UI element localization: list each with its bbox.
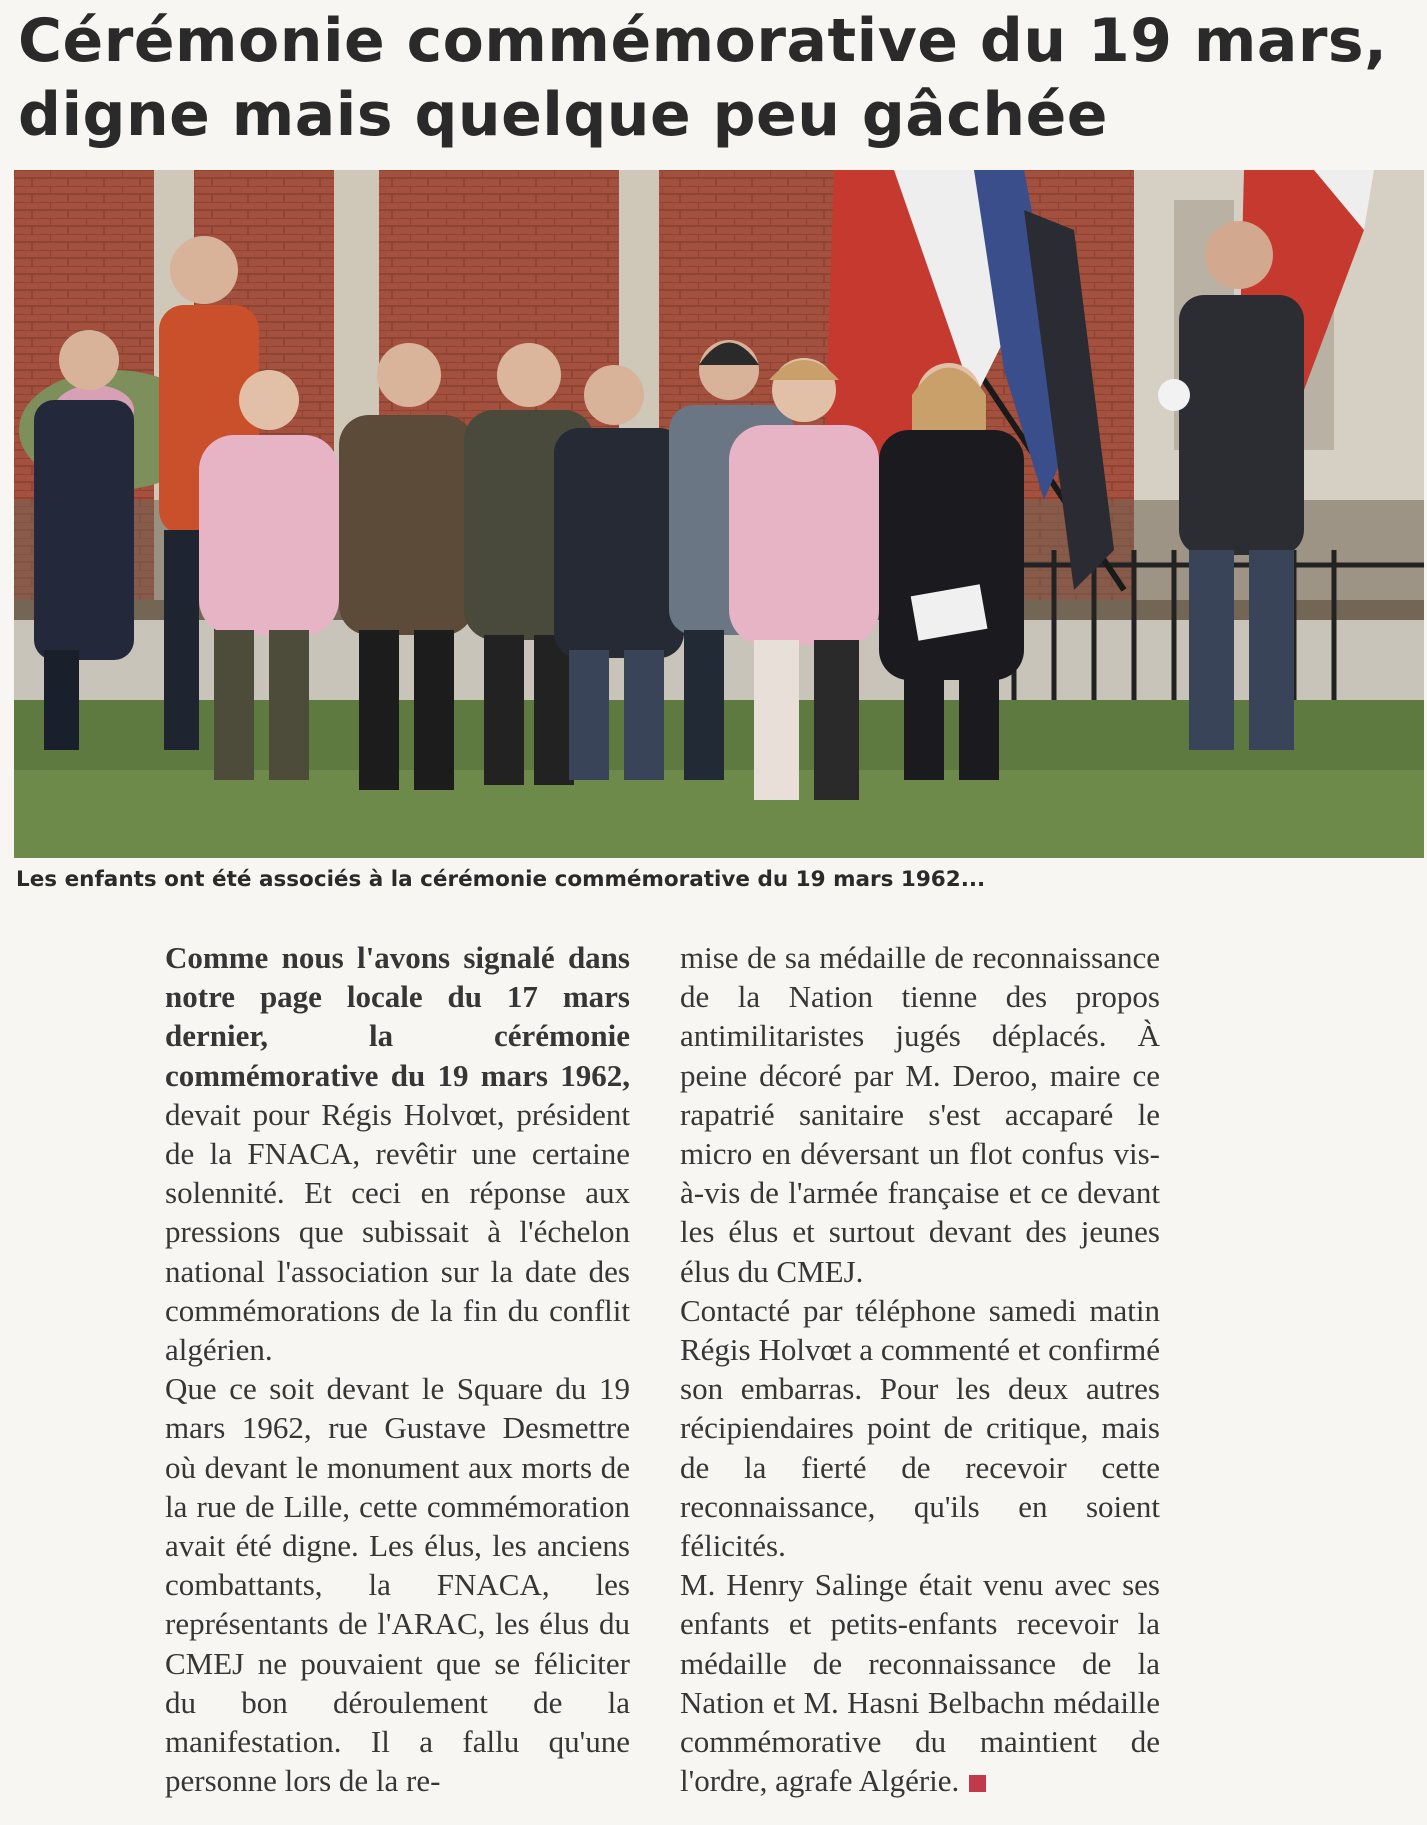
article-column-left [165, 938, 630, 1800]
article-text: M. Henry Salinge était venu avec ses enfants et petits-enfants recevoir la médaille de reconnaissance de la Nation et M. Hasni Belbachn médaille commémorative du maintient de l'ordre, agrafe Algérie. [680, 1567, 1160, 1799]
article-paragraph: Contacté par téléphone samedi matin Régis Holvœt a commenté et confirmé son embarras. Pour les deux autres récipiendaires point de critique, mais de la fierté de recevoir cette reconnaissance, qu'ils en soient félicités. [680, 1292, 1160, 1564]
headline-line-1: Cérémonie commémorative du 19 mars, [18, 6, 1388, 76]
article-text: devait pour Régis Holvœt, président de la FNACA, revêtir une certaine solennité. Et ceci en réponse aux pressions que subissait à l'échelon national l'association sur la date des commémorations de la fin du conflit algérien. [165, 1096, 630, 1368]
headline [18, 4, 1413, 152]
article-paragraph: mise de sa médaille de reconnaissance de la Nation tienne des propos antimilitaristes jugés déplacés. À peine décoré par M. Deroo, maire ce rapatrié sanitaire s'est accaparé le micro en déversant un flot confus vis-à-vis de l'armée française et ce devant les élus et surtout devant des jeunes élus du CMEJ. [680, 940, 1160, 1289]
article-column-right [680, 938, 1160, 1800]
end-of-article-square-icon [969, 1775, 986, 1792]
article-paragraph: Que ce soit devant le Square du 19 mars 1962, rue Gustave Desmettre où devant le monument aux morts de la rue de Lille, cette commémoration avait été digne. Les élus, les anciens combattants, la FNACA, les représentants de l'ARAC, les élus du CMEJ ne pouvaient que se féliciter du bon déroulement de la manifestation. Il a fallu qu'une personne lors de la re- [165, 1371, 630, 1799]
photo-caption: Les enfants ont été associés à la cérémonie commémorative du 19 mars 1962... [16, 867, 986, 892]
headline-line-2: digne mais quelque peu gâchée [18, 80, 1108, 150]
article-lead: Comme nous l'avons signalé dans notre page locale du 17 mars dernier, la cérémonie commémorative du 19 mars 1962, [165, 940, 630, 1093]
article-photo [14, 170, 1424, 858]
article-paragraph [165, 938, 630, 1369]
article-paragraph [680, 1565, 1160, 1800]
photo-illustration [14, 170, 1424, 858]
